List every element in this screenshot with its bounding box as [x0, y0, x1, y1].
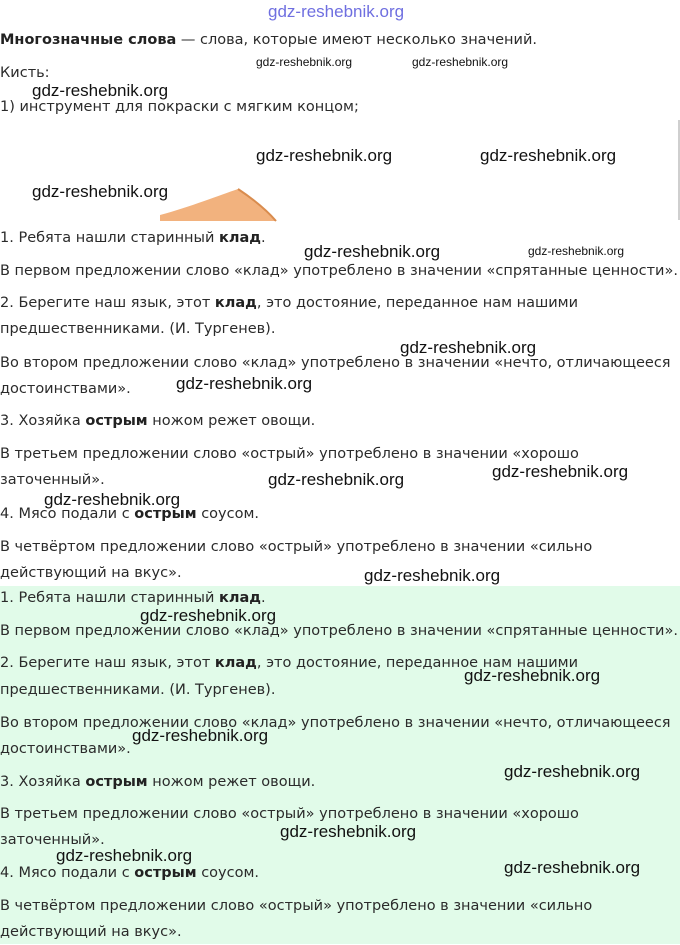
explanation-2: Во втором предложении слово «клад» употреблено в значении «нечто, отличающееся [0, 355, 671, 371]
sentence-3: 3. Хозяйка острым ножом режет овощи. [0, 774, 316, 790]
watermark: gdz-reshebnik.org [492, 462, 629, 481]
watermark: gdz-reshebnik.org [256, 146, 393, 165]
explanation-3: В третьем предложении слово «острый» употреблено в значении «хорошо [0, 446, 579, 462]
watermark: gdz-reshebnik.org [140, 606, 277, 625]
watermark: gdz-reshebnik.org [504, 762, 641, 781]
definition-line [0, 30, 537, 50]
watermark: gdz-reshebnik.org [504, 858, 641, 877]
explanation-4-line-2: действующий на вкус». [0, 565, 182, 581]
sentence-2-line-2: предшественниками. (И. Тургенев). [0, 682, 276, 698]
sentence-2-line-2: предшественниками. (И. Тургенев). [0, 321, 276, 337]
explanation-4: В четвёртом предложении слово «острый» употреблено в значении «сильно [0, 898, 593, 914]
sentence-3: 3. Хозяйка острым ножом режет овощи. [0, 413, 316, 429]
explanation-3: В третьем предложении слово «острый» употреблено в значении «хорошо [0, 806, 579, 822]
definition: — слова, которые имеют несколько значений. [176, 32, 537, 48]
watermark: gdz-reshebnik.org [56, 846, 193, 865]
term: Многозначные слова [0, 32, 177, 48]
sentence-2: 2. Берегите наш язык, этот клад, это достояние, переданное нам нашими [0, 655, 579, 671]
explanation-4-line-2: действующий на вкус». [0, 924, 182, 940]
explanation-3-line-2: заточенный». [0, 472, 105, 488]
watermark: gdz-reshebnik.org [528, 244, 625, 258]
watermark: gdz-reshebnik.org [176, 374, 313, 393]
explanation-1: В первом предложении слово «клад» употреблено в значении «спрятанные ценности». [0, 623, 678, 639]
sentence-2: 2. Берегите наш язык, этот клад, это достояние, переданное нам нашими [0, 295, 579, 311]
explanation-4: В четвёртом предложении слово «острый» употреблено в значении «сильно [0, 539, 593, 555]
explanation-3-line-2: заточенный». [0, 832, 105, 848]
explanation-1: В первом предложении слово «клад» употреблено в значении «спрятанные ценности». [0, 263, 678, 279]
watermark: gdz-reshebnik.org [44, 490, 181, 509]
watermark: gdz-reshebnik.org [400, 338, 537, 357]
sentence-1: 1. Ребята нашли старинный клад. [0, 590, 266, 606]
explanation-2: Во втором предложении слово «клад» употреблено в значении «нечто, отличающееся [0, 715, 671, 731]
watermark: gdz-reshebnik.org [268, 470, 405, 489]
watermark: gdz-reshebnik.org [412, 55, 509, 69]
watermark-top: gdz-reshebnik.org [268, 2, 405, 21]
watermark: gdz-reshebnik.org [304, 242, 441, 261]
brush-image [160, 185, 280, 223]
watermark: gdz-reshebnik.org [280, 822, 417, 841]
watermark: gdz-reshebnik.org [256, 55, 353, 69]
watermark: gdz-reshebnik.org [132, 726, 269, 745]
explanation-2-line-2: достоинствами». [0, 381, 131, 397]
watermark: gdz-reshebnik.org [32, 81, 169, 100]
word-label: Кисть: [0, 65, 50, 81]
sentence-4: 4. Мясо подали с острым соусом. [0, 506, 260, 522]
watermark: gdz-reshebnik.org [464, 666, 601, 685]
meaning-1: 1) инструмент для покраски с мягким концом; [0, 99, 359, 115]
watermark: gdz-reshebnik.org [32, 182, 169, 201]
explanation-2-line-2: достоинствами». [0, 741, 131, 757]
watermark: gdz-reshebnik.org [364, 566, 501, 585]
watermark: gdz-reshebnik.org [480, 146, 617, 165]
sentence-4: 4. Мясо подали с острым соусом. [0, 865, 260, 881]
sentence-1: 1. Ребята нашли старинный клад. [0, 230, 266, 246]
